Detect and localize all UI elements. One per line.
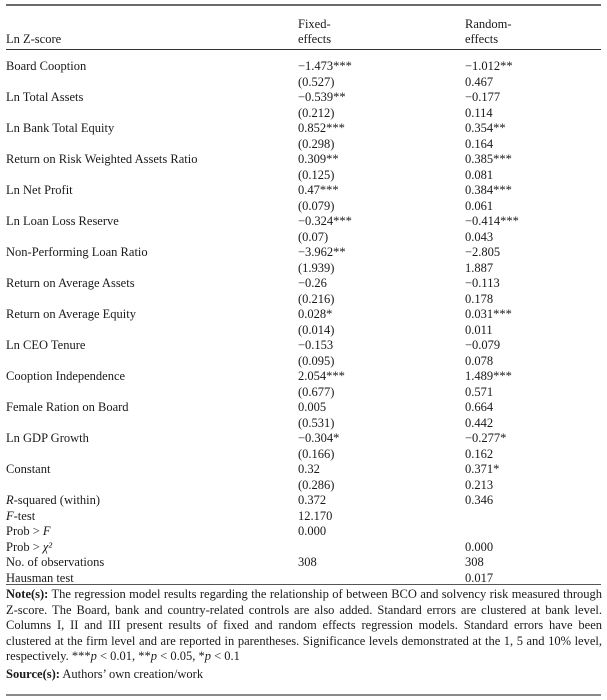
re-value: 0.000 [465,539,494,554]
fe-value: (0.527) [298,74,335,89]
table-row [0,431,607,447]
fe-value: −1.473*** [298,59,352,73]
row-label: No. of observations [6,555,105,569]
fe-value: 0.028* [298,307,333,321]
table-top-rule [6,4,601,6]
re-value: −0.079 [465,338,501,352]
table-bottom-rule [6,694,601,696]
fe-value: −0.539** [298,90,346,104]
re-value: 0.571 [465,384,494,399]
table-row [0,385,607,401]
table-row [0,59,607,75]
re-value: 0.114 [465,105,493,120]
fe-value: (0.125) [298,167,335,182]
table-row [0,75,607,91]
fe-value: (0.166) [298,446,335,461]
stat-row-f-test [0,509,607,525]
dependent-variable-header: Ln Z-score [6,32,62,46]
fe-value: −0.26 [298,276,327,290]
fe-value: −3.962** [298,245,346,259]
fe-value: 12.170 [298,508,333,523]
re-value: −0.277* [465,431,507,445]
fe-value: (0.095) [298,353,335,368]
table-row [0,152,607,168]
re-value: 0.346 [465,493,494,507]
re-value: 0.164 [465,136,494,151]
row-label: Return on Average Equity [6,307,136,321]
re-value: 0.011 [465,322,493,337]
table-row [0,245,607,261]
re-value: −1.012** [465,59,513,73]
source-text: Authors’ own creation/work [59,667,204,681]
row-label: Return on Risk Weighted Assets Ratio [6,152,198,166]
row-label: Ln CEO Tenure [6,338,86,352]
column-header-random-effects [465,17,512,47]
table-source [6,667,203,683]
fe-value: (0.216) [298,291,335,306]
fe-value: 2.054*** [298,369,345,383]
fe-value: (0.212) [298,105,335,120]
re-value: 1.489*** [465,369,512,383]
table-row [0,276,607,292]
table-row [0,168,607,184]
fe-value: (0.677) [298,384,335,399]
row-label: Hausman test [6,570,74,585]
re-value: 0.213 [465,477,494,492]
table-row [0,369,607,385]
table-row [0,261,607,277]
table-row [0,183,607,199]
re-value: 0.178 [465,291,494,306]
fe-value: (0.286) [298,477,335,492]
row-label: Non-Performing Loan Ratio [6,245,148,259]
column-header-line: Random- [465,17,512,31]
fe-value: 0.852*** [298,121,345,135]
fe-value: 0.309** [298,152,339,166]
row-label: Return on Average Assets [6,276,135,290]
re-value: 0.078 [465,353,494,368]
re-value: 308 [465,555,484,569]
fe-value: −0.304* [298,431,340,445]
row-label: Female Ration on Board [6,400,129,414]
row-label: Cooption Independence [6,369,126,383]
table-row [0,462,607,478]
re-value: −0.414*** [465,214,519,228]
table-row [0,354,607,370]
fe-value: −0.324*** [298,214,352,228]
re-value: 0.371* [465,462,500,476]
table-row [0,137,607,153]
row-label: Ln Net Profit [6,183,73,197]
fe-value: 0.372 [298,493,327,507]
table-row [0,230,607,246]
table-row [0,416,607,432]
re-value: −0.177 [465,90,501,104]
column-header-line: effects [465,32,499,46]
re-value: 0.385*** [465,152,512,166]
re-value: 0.467 [465,74,494,89]
re-value: 0.664 [465,400,494,414]
row-label: Constant [6,462,51,476]
re-value: 0.162 [465,446,494,461]
table-row [0,323,607,339]
fe-value: 0.47*** [298,183,339,197]
table-notes: Note(s): The regression model results regarding the relationship of between BCO and solvency risk measured through Z-score. The Board, bank and country-related controls are also added. Standard errors are clustered at bank level. Columns I, II and III present results of fixed and random effects regression models. Standard errors have been clustered at the firm level and are reported in parentheses. Significance levels demonstrated at the 1, 5 and 10% level, respectively. ***p < 0.01, **p < 0.05, *p < 0.1 [6,587,602,663]
fe-value: (0.531) [298,415,335,430]
table-row [0,292,607,308]
fe-value: 0.000 [298,524,327,538]
row-label: R-squared (within) [6,493,101,507]
re-value: 0.043 [465,229,494,244]
fe-value: (0.298) [298,136,335,151]
table-row [0,106,607,122]
row-label: Prob > χ² [6,539,53,554]
fe-value: 0.32 [298,462,320,476]
fe-value: −0.153 [298,338,334,352]
fe-value: (1.939) [298,260,335,275]
table-row [0,338,607,354]
fe-value: (0.079) [298,198,335,213]
table-row [0,307,607,323]
re-value: 0.061 [465,198,494,213]
notes-text: The regression model results regarding the relationship of between BCO and solvency risk measured through Z-score. The Board, bank and country-related controls are also added. Standard errors are clustered at bank level. Columns I, II and III present results of fixed and random effects regression models. Standard errors have been clustered at the firm level and are reported in parentheses. Significance levels demonstrated at the 1, 5 and 10% level, respectively. [6,587,602,663]
table-footer-rule [6,584,601,585]
fe-value: 308 [298,555,317,569]
re-value: −2.805 [465,245,501,259]
fe-value: 0.005 [298,400,327,414]
fe-value: (0.014) [298,322,335,337]
row-label: Board Cooption [6,59,87,73]
column-header-line: effects [298,32,332,46]
column-header-line: Fixed- [298,17,331,31]
table-header-rule [6,49,601,50]
stat-row-r-squared [0,493,607,509]
row-label: Ln Bank Total Equity [6,121,115,135]
re-value: 0.442 [465,415,494,430]
table-body [0,59,607,586]
re-value: 0.031*** [465,307,512,321]
table-row [0,214,607,230]
row-label: Prob > F [6,524,51,538]
table-row [0,478,607,494]
row-label: F-test [6,508,36,523]
re-value: 0.384*** [465,183,512,197]
notes-label: Note(s): [6,587,49,601]
stat-row-prob-chi2 [0,540,607,556]
re-value: −0.113 [465,276,500,290]
re-value: 0.081 [465,167,494,182]
re-value: 1.887 [465,260,494,275]
re-value: 0.354** [465,121,506,135]
row-label: Ln GDP Growth [6,431,89,445]
row-label: Ln Total Assets [6,90,84,104]
table-row [0,447,607,463]
row-label: Ln Loan Loss Reserve [6,214,119,228]
table-row [0,400,607,416]
re-value: 0.017 [465,570,494,585]
stat-row-observations [0,555,607,571]
table-row [0,121,607,137]
fe-value: (0.07) [298,229,329,244]
column-header-fixed-effects [298,17,331,47]
stat-row-prob-f [0,524,607,540]
table-row [0,90,607,106]
source-label: Source(s): [6,667,60,681]
table-row [0,199,607,215]
